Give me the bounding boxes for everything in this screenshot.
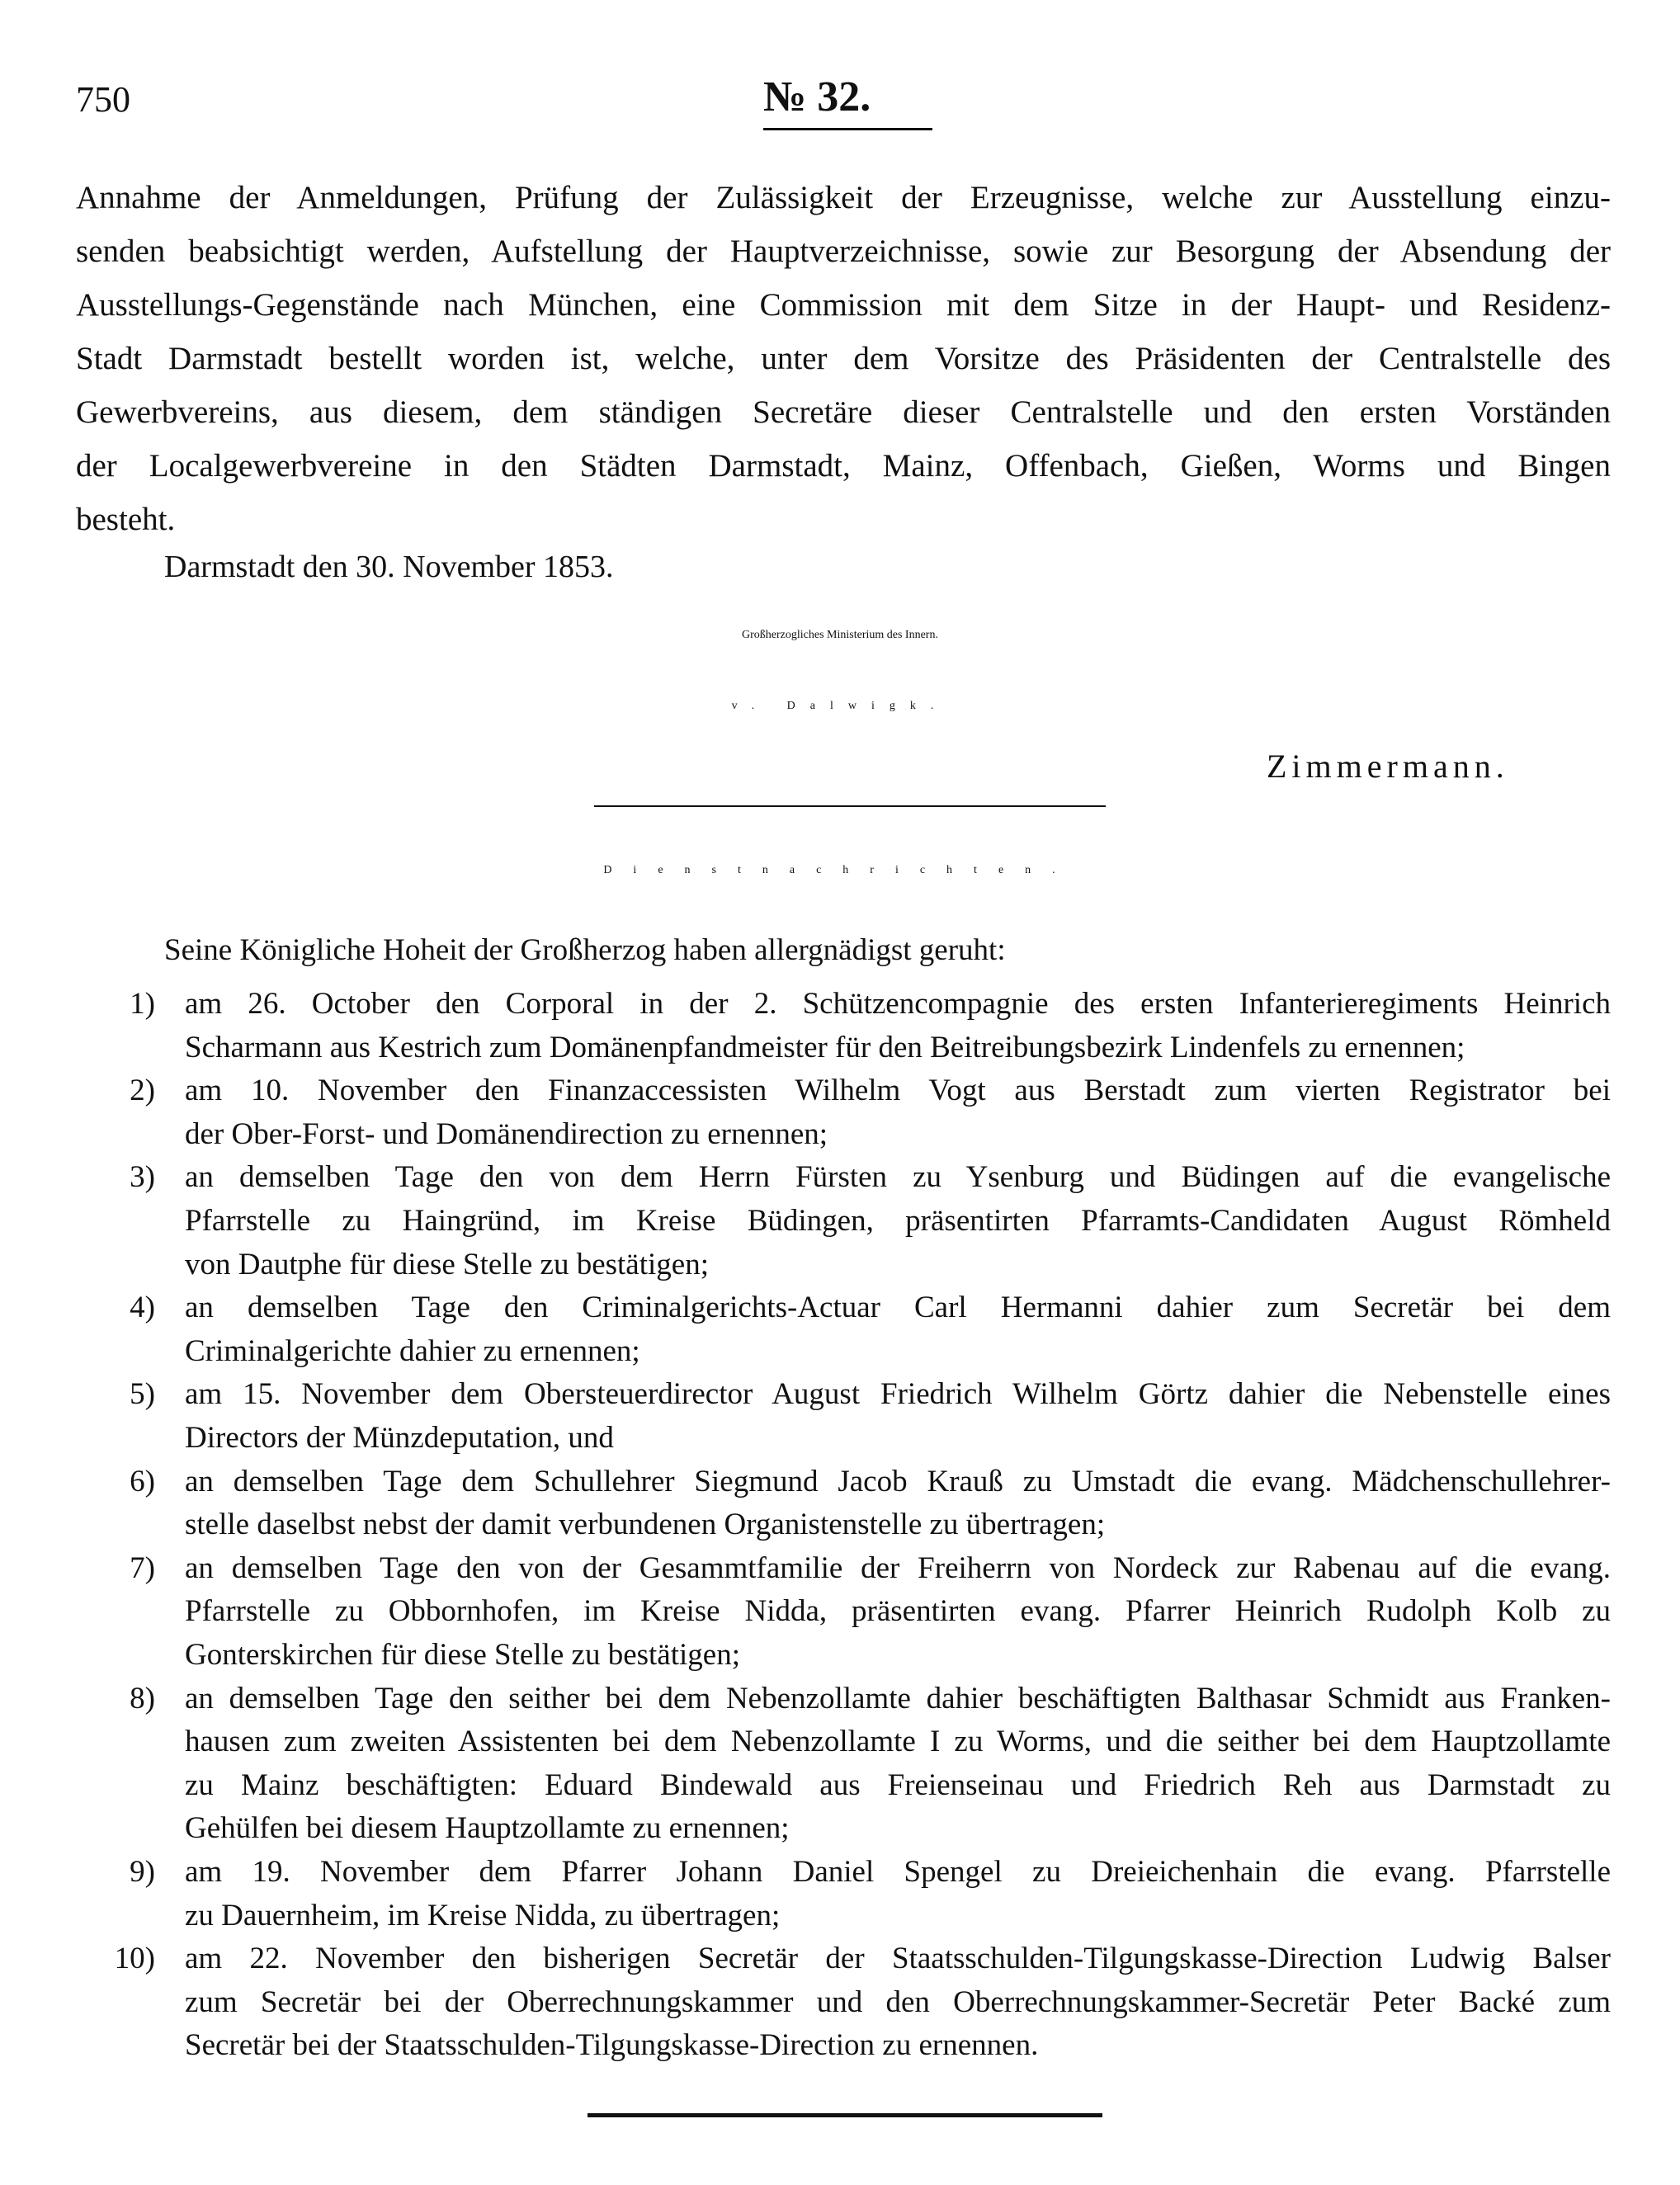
paragraph-line: besteht. [76, 502, 176, 537]
paragraph-line: Annahme der Anmeldungen, Prüfung der Zulässigkeit der Erzeugnisse, welche zur Ausstellung einzu- [76, 180, 1611, 215]
date-line: Darmstadt den 30. November 1853. [164, 550, 614, 584]
page-number: 750 [76, 79, 130, 120]
item-line: an demselben Tage den von der Gesammtfamilie der Freiherrn von Nordeck zur Rabenau auf die evang. [185, 1550, 1611, 1585]
item-line: zu Dauernheim, im Kreise Nidda, zu übertragen; [185, 1898, 781, 1933]
item-line: am 19. November dem Pfarrer Johann Daniel Spengel zu Dreieichenhain die evang. Pfarrstelle [185, 1855, 1611, 1889]
issue-underline [763, 128, 932, 130]
paragraph-line: der Localgewerbvereine in den Städten Darmstadt, Mainz, Offenbach, Gießen, Worms und Bingen [76, 448, 1611, 484]
section-title: Dienstnachrichten. [603, 864, 1077, 876]
item-line: am 15. November dem Obersteuerdirector August Friedrich Wilhelm Görtz dahier die Nebenstelle eines [185, 1377, 1611, 1412]
item-line: am 10. November den Finanzaccessisten Wilhelm Vogt aus Berstadt zum vierten Registrator bei [185, 1074, 1611, 1108]
section-intro: Seine Königliche Hoheit der Großherzog haben allergnädigst geruht: [164, 933, 1006, 967]
issue-number: № 32. [763, 73, 871, 120]
paragraph-line: Gewerbvereins, aus diesem, dem ständigen Secretäre dieser Centralstelle und den ersten Vorständen [76, 394, 1611, 430]
item-number: 4) [130, 1291, 155, 1325]
item-line: Gehülfen bei diesem Hauptzollamte zu ernennen; [185, 1811, 790, 1846]
item-number: 10) [114, 1942, 155, 1976]
item-line: am 26. October den Corporal in der 2. Schützencompagnie des ersten Infanterieregiments Heinrich [185, 987, 1611, 1021]
item-line: Scharmann aus Kestrich zum Domänenpfandmeister für den Beitreibungsbezirk Lindenfels zu ernennen; [185, 1030, 1465, 1064]
paragraph-line: Ausstellungs-Gegenstände nach München, eine Commission mit dem Sitze in der Haupt- und Residenz- [76, 287, 1611, 323]
item-number: 8) [130, 1681, 155, 1715]
item-number: 5) [130, 1377, 155, 1412]
item-line: Pfarrstelle zu Obbornhofen, im Kreise Nidda, präsentirten evang. Pfarrer Heinrich Rudolph Kolb zu [185, 1594, 1611, 1629]
item-line: hausen zum zweiten Assistenten bei dem Nebenzollamte I zu Worms, und die seither bei dem Hauptzollamte [185, 1725, 1611, 1759]
end-rule [588, 2113, 1102, 2117]
item-line: Pfarrstelle zu Haingründ, im Kreise Büdingen, präsentirten Pfarramts-Candidaten August Römheld [185, 1204, 1611, 1238]
item-number: 1) [130, 987, 155, 1021]
item-line: an demselben Tage den Criminalgerichts-Actuar Carl Hermanni dahier zum Secretär bei dem [185, 1291, 1611, 1325]
item-number: 7) [130, 1550, 155, 1585]
item-number: 6) [130, 1464, 155, 1498]
item-number: 9) [130, 1855, 155, 1889]
paragraph-line: senden beabsichtigt werden, Aufstellung der Hauptverzeichnisse, sowie zur Besorgung der Absendung der [76, 234, 1611, 269]
item-line: Gonterskirchen für diese Stelle zu bestätigen; [185, 1638, 740, 1672]
secretary-signature: Zimmermann. [1267, 748, 1509, 785]
item-line: an demselben Tage den seither bei dem Nebenzollamte dahier beschäftigten Balthasar Schmidt aus Franken- [185, 1681, 1611, 1715]
ministry-name: Großherzogliches Ministerium des Innern. [742, 629, 938, 641]
item-line: am 22. November den bisherigen Secretär der Staatsschulden-Tilgungskasse-Direction Ludwig Balser [185, 1942, 1611, 1976]
item-line: zum Secretär bei der Oberrechnungskammer und den Oberrechnungskammer-Secretär Peter Backé zum [185, 1984, 1611, 2019]
item-line: an demselben Tage dem Schullehrer Siegmund Jacob Krauß zu Umstadt die evang. Mädchenschullehrer- [185, 1464, 1611, 1498]
minister-signature: v. Dalwigk. [731, 700, 949, 712]
item-number: 2) [130, 1074, 155, 1108]
item-line: zu Mainz beschäftigten: Eduard Bindewald aus Freienseinau und Friedrich Reh aus Darmstadt zu [185, 1767, 1611, 1802]
item-line: Criminalgerichte dahier zu ernennen; [185, 1333, 640, 1368]
item-line: an demselben Tage den von dem Herrn Fürsten zu Ysenburg und Büdingen auf die evangelische [185, 1160, 1611, 1195]
divider [594, 805, 1106, 807]
paragraph-line: Stadt Darmstadt bestellt worden ist, welche, unter dem Vorsitze des Präsidenten der Centralstelle des [76, 341, 1611, 376]
item-line: stelle daselbst nebst der damit verbundenen Organistenstelle zu übertragen; [185, 1508, 1106, 1542]
item-line: Secretär bei der Staatsschulden-Tilgungskasse-Direction zu ernennen. [185, 2028, 1039, 2063]
item-line: Directors der Münzdeputation, und [185, 1421, 614, 1455]
item-number: 3) [130, 1160, 155, 1195]
item-line: der Ober-Forst- und Domänendirection zu ernennen; [185, 1116, 828, 1151]
item-line: von Dautphe für diese Stelle zu bestätigen; [185, 1247, 709, 1281]
